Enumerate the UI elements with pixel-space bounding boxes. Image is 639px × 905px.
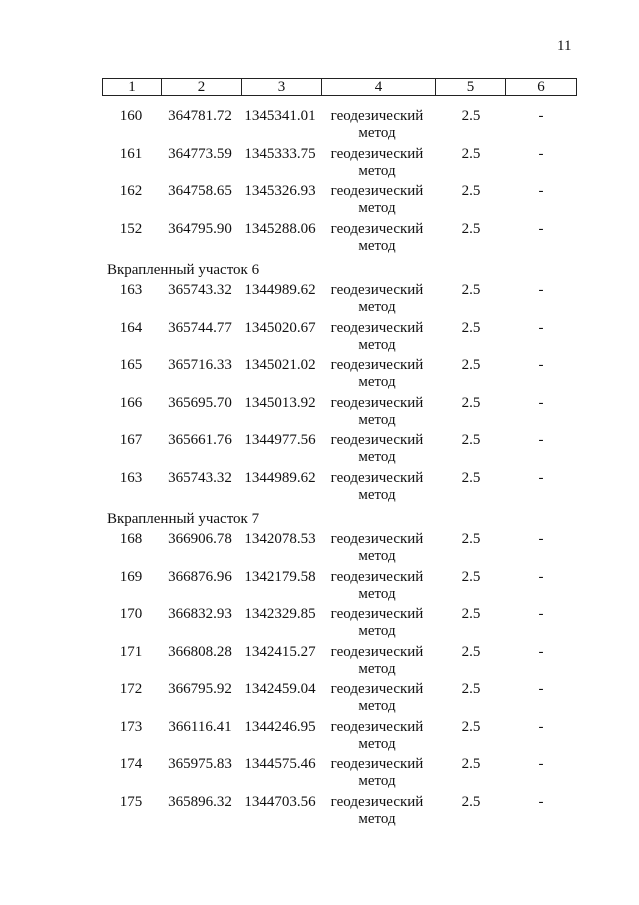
coordinate-x: 366795.92 — [168, 681, 232, 697]
method-cell: геодезический метод — [330, 606, 424, 639]
point-number: 170 — [119, 606, 143, 622]
note-cell: - — [538, 643, 544, 660]
coordinate-y: 1345020.67 — [244, 319, 316, 336]
table-row — [0, 719, 639, 757]
coordinate-y: 1344246.95 — [244, 718, 316, 735]
accuracy-cell: 2.5 — [461, 756, 481, 772]
point-number: 152 — [119, 220, 143, 237]
accuracy-cell: 2.5 — [461, 643, 481, 660]
point-number: 163 — [119, 469, 143, 486]
note-cell: - — [538, 220, 544, 237]
method-cell: геодезический метод — [330, 108, 424, 141]
table-row — [0, 108, 639, 146]
method-cell: геодезический метод — [330, 469, 424, 503]
coordinate-y: 1344575.46 — [244, 756, 316, 772]
table-row — [0, 531, 639, 569]
method-cell: геодезический метод — [330, 793, 424, 827]
coordinate-y: 1344989.62 — [244, 469, 316, 486]
point-number: 175 — [119, 793, 143, 810]
coordinate-y: 1342179.58 — [244, 568, 316, 585]
point-number: 169 — [119, 568, 143, 585]
note-cell: - — [538, 718, 544, 735]
coordinate-y: 1345341.01 — [244, 108, 316, 124]
coordinate-x: 364781.72 — [168, 108, 232, 124]
accuracy-cell: 2.5 — [461, 183, 481, 199]
accuracy-cell: 2.5 — [461, 145, 481, 162]
table-row — [0, 320, 639, 358]
coordinate-y: 1344703.56 — [244, 793, 316, 810]
coordinate-x: 365661.76 — [168, 432, 232, 448]
method-cell: геодезический метод — [330, 718, 424, 752]
method-cell: геодезический метод — [330, 568, 424, 602]
accuracy-cell: 2.5 — [461, 469, 481, 486]
point-number: 163 — [119, 282, 143, 298]
point-number: 166 — [119, 394, 143, 411]
header-row — [103, 79, 577, 96]
point-number: 164 — [119, 319, 143, 336]
note-cell: - — [538, 606, 544, 622]
coordinate-y: 1345288.06 — [244, 220, 316, 237]
coordinate-x: 365695.70 — [168, 394, 232, 411]
method-cell: геодезический метод — [330, 681, 424, 714]
method-cell: геодезический метод — [330, 319, 424, 353]
point-number: 167 — [119, 432, 143, 448]
coordinate-x: 365743.32 — [168, 469, 232, 486]
coordinate-x: 364773.59 — [168, 145, 232, 162]
method-cell: геодезический метод — [330, 357, 424, 390]
accuracy-cell: 2.5 — [461, 394, 481, 411]
note-cell: - — [538, 319, 544, 336]
accuracy-cell: 2.5 — [461, 681, 481, 697]
method-cell: геодезический метод — [330, 432, 424, 465]
section-title: Вкрапленный участок 6 — [107, 262, 260, 278]
coordinate-x: 365744.77 — [168, 319, 232, 336]
coordinate-y: 1345021.02 — [244, 357, 316, 373]
coordinate-y: 1344977.56 — [244, 432, 316, 448]
coordinate-x: 365743.32 — [168, 282, 232, 298]
accuracy-cell: 2.5 — [461, 793, 481, 810]
coordinate-y: 1344989.62 — [244, 282, 316, 298]
table-row — [0, 756, 639, 794]
accuracy-cell: 2.5 — [461, 319, 481, 336]
note-cell: - — [538, 432, 544, 448]
table-row — [0, 432, 639, 470]
note-cell: - — [538, 282, 544, 298]
table-row — [0, 681, 639, 719]
point-number: 160 — [119, 108, 143, 124]
table-row — [0, 183, 639, 221]
note-cell: - — [538, 568, 544, 585]
coordinate-y: 1342415.27 — [244, 643, 316, 660]
note-cell: - — [538, 531, 544, 547]
header-cell-2: 2 — [162, 79, 242, 96]
note-cell: - — [538, 469, 544, 486]
coordinate-y: 1342459.04 — [244, 681, 316, 697]
coordinate-x: 365975.83 — [168, 756, 232, 772]
header-cell-5: 5 — [436, 79, 506, 96]
point-number: 161 — [119, 145, 143, 162]
section-title: Вкрапленный участок 7 — [107, 511, 260, 527]
coordinate-y: 1342329.85 — [244, 606, 316, 622]
coordinate-x: 366116.41 — [168, 718, 232, 735]
accuracy-cell: 2.5 — [461, 357, 481, 373]
table-row — [0, 357, 639, 395]
method-cell: геодезический метод — [330, 282, 424, 315]
coordinate-y: 1345326.93 — [244, 183, 316, 199]
note-cell: - — [538, 756, 544, 772]
point-number: 162 — [119, 183, 143, 199]
table-row — [0, 282, 639, 320]
point-number: 172 — [119, 681, 143, 697]
method-cell: геодезический метод — [330, 531, 424, 564]
coordinate-y: 1345333.75 — [244, 145, 316, 162]
accuracy-cell: 2.5 — [461, 531, 481, 547]
table-row — [0, 569, 639, 607]
coordinate-x: 365716.33 — [168, 357, 232, 373]
header-cell-3: 3 — [242, 79, 322, 96]
coordinate-list — [0, 108, 639, 831]
coordinate-x: 365896.32 — [168, 793, 232, 810]
method-cell: геодезический метод — [330, 145, 424, 179]
coordinate-x: 364758.65 — [168, 183, 232, 199]
table-row — [0, 606, 639, 644]
table-row — [0, 146, 639, 184]
accuracy-cell: 2.5 — [461, 282, 481, 298]
point-number: 171 — [119, 643, 143, 660]
header-cell-4: 4 — [322, 79, 436, 96]
header-cell-1: 1 — [103, 79, 162, 96]
point-number: 165 — [119, 357, 143, 373]
accuracy-cell: 2.5 — [461, 432, 481, 448]
coordinate-x: 366808.28 — [168, 643, 232, 660]
accuracy-cell: 2.5 — [461, 718, 481, 735]
table-row — [0, 644, 639, 682]
accuracy-cell: 2.5 — [461, 606, 481, 622]
method-cell: геодезический метод — [330, 220, 424, 254]
method-cell: геодезический метод — [330, 183, 424, 216]
note-cell: - — [538, 357, 544, 373]
table-row — [0, 395, 639, 433]
note-cell: - — [538, 183, 544, 199]
method-cell: геодезический метод — [330, 394, 424, 428]
point-number: 174 — [119, 756, 143, 772]
accuracy-cell: 2.5 — [461, 220, 481, 237]
table-row — [0, 794, 639, 832]
coordinate-y: 1342078.53 — [244, 531, 316, 547]
point-number: 173 — [119, 718, 143, 735]
method-cell: геодезический метод — [330, 643, 424, 677]
coordinate-x: 364795.90 — [168, 220, 232, 237]
coordinate-y: 1345013.92 — [244, 394, 316, 411]
note-cell: - — [538, 681, 544, 697]
column-header-table — [102, 78, 577, 96]
note-cell: - — [538, 394, 544, 411]
method-cell: геодезический метод — [330, 756, 424, 789]
note-cell: - — [538, 145, 544, 162]
coordinate-x: 366906.78 — [168, 531, 232, 547]
accuracy-cell: 2.5 — [461, 568, 481, 585]
note-cell: - — [538, 108, 544, 124]
point-number: 168 — [119, 531, 143, 547]
note-cell: - — [538, 793, 544, 810]
coordinate-x: 366832.93 — [168, 606, 232, 622]
page-number: 11 — [557, 38, 572, 54]
accuracy-cell: 2.5 — [461, 108, 481, 124]
header-cell-6: 6 — [506, 79, 577, 96]
coordinate-x: 366876.96 — [168, 568, 232, 585]
table-row — [0, 221, 639, 259]
table-row — [0, 470, 639, 508]
